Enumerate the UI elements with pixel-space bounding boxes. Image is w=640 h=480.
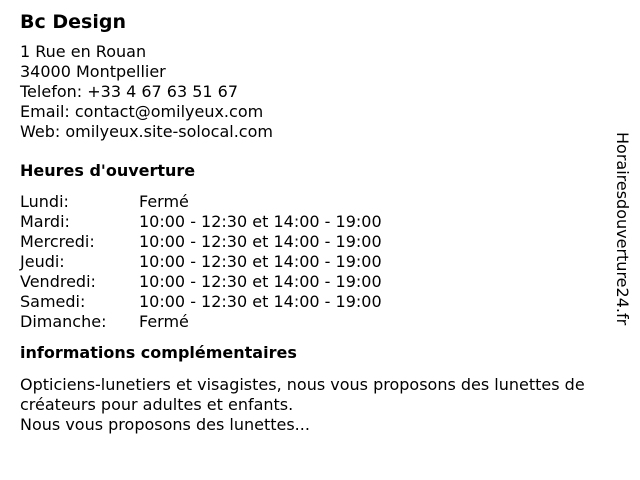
business-name: Bc Design xyxy=(20,11,126,33)
day-hours: 10:00 - 12:30 et 14:00 - 19:00 xyxy=(139,252,382,271)
address-block xyxy=(20,42,610,142)
day-hours: Fermé xyxy=(139,312,189,331)
day-hours: Fermé xyxy=(139,192,189,211)
hours-row-sunday xyxy=(20,312,610,332)
day-label: Jeudi: xyxy=(20,252,65,271)
day-hours: 10:00 - 12:30 et 14:00 - 19:00 xyxy=(139,272,382,291)
phone-line: Telefon: +33 4 67 63 51 67 xyxy=(20,82,239,101)
day-label: Mercredi: xyxy=(20,232,95,251)
hours-table xyxy=(20,192,610,332)
day-label: Mardi: xyxy=(20,212,70,231)
address-city: 34000 Montpellier xyxy=(20,62,166,81)
day-hours: 10:00 - 12:30 et 14:00 - 19:00 xyxy=(139,232,382,251)
info-description xyxy=(20,375,610,435)
info-description-text: Opticiens-lunetiers et visagistes, nous vous proposons des lunettes de créateurs pour adultes et enfants. Nous vous proposons des lunettes... xyxy=(20,375,585,434)
site-watermark: Horairesdouverture24.fr xyxy=(613,132,632,326)
hours-row-thursday xyxy=(20,252,610,272)
hours-row-friday xyxy=(20,272,610,292)
hours-row-monday xyxy=(20,192,610,212)
day-hours: 10:00 - 12:30 et 14:00 - 19:00 xyxy=(139,292,382,311)
email-line: Email: contact@omilyeux.com xyxy=(20,102,264,121)
hours-row-tuesday xyxy=(20,212,610,232)
web-line: Web: omilyeux.site-solocal.com xyxy=(20,122,273,141)
day-label: Vendredi: xyxy=(20,272,96,291)
day-label: Dimanche: xyxy=(20,312,107,331)
day-hours: 10:00 - 12:30 et 14:00 - 19:00 xyxy=(139,212,382,231)
day-label: Lundi: xyxy=(20,192,69,211)
day-label: Samedi: xyxy=(20,292,86,311)
hours-row-wednesday xyxy=(20,232,610,252)
hours-title: Heures d'ouverture xyxy=(20,161,196,180)
business-card xyxy=(20,10,610,435)
info-title: informations complémentaires xyxy=(20,343,297,362)
address-street: 1 Rue en Rouan xyxy=(20,42,147,61)
hours-row-saturday xyxy=(20,292,610,312)
